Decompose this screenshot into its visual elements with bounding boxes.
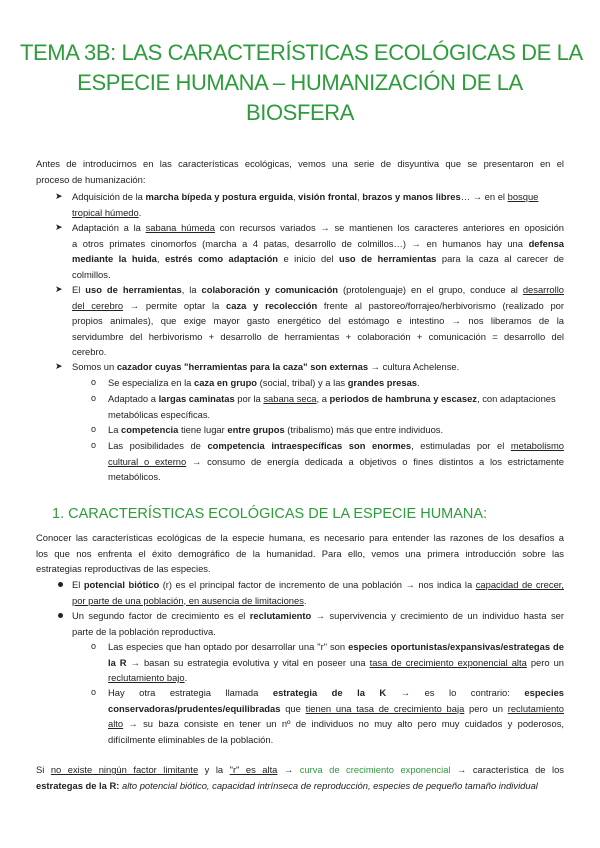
circle-bullet-icon: o: [91, 424, 97, 434]
sub-list-item: Se especializa en la caza en grupo (social, tribal) y a las grandes presas.: [108, 377, 420, 388]
arrow-bullet-icon: ➤: [55, 284, 63, 294]
sub-list-item: Las especies que han optado por desarrollar una "r" son especies oportunistas/expansivas/estrategas de la R → basan su estrategia evolutiva y vital en poseer una tasa de crecimiento exponencial alta pero un reclutamiento bajo.: [108, 641, 565, 683]
page-title: [20, 38, 583, 128]
list-item: El uso de herramientas, la colaboración y comunicación (protolenguaje) en el grupo, conduce al desarrollo del cerebro → permite optar la caza y recolección frente al pastoreo/forrajeo/herbivorismo (realizado por propios animales), que exige mayor gasto energético del estómago e intestino → nos liberamos de la servidumbre del herbivorismo + desarrollo de herramientas + colaboración + comunicación = desarrollo del cerebro.: [72, 284, 565, 357]
circle-bullet-icon: o: [91, 377, 97, 387]
title-line: BIOSFERA: [245, 100, 355, 125]
dot-bullet-icon: [58, 613, 63, 618]
sub-list-item: Las posibilidades de competencia intraespecíficas son enormes, estimuladas por el metabolismo cultural o externo → consumo de energía dedicada a objetivos o fines distintos a los estrictamente metabólicos.: [108, 440, 564, 482]
intro-paragraph: Antes de introducirnos en las características ecológicas, vemos una serie de disyuntiva que se presentaron en el proceso de humanización:: [36, 158, 564, 185]
list-item: El potencial biótico (r) es el principal factor de incremento de una población → nos indica la capacidad de crecer, por parte de una población, en ausencia de limitaciones.: [72, 579, 564, 606]
dot-bullet-icon: [58, 582, 63, 587]
section-heading: 1. CARACTERÍSTICAS ECOLÓGICAS DE LA ESPECIE HUMANA:: [52, 506, 488, 522]
arrow-bullet-icon: ➤: [55, 361, 63, 371]
title-line: TEMA 3B: LAS CARACTERÍSTICAS ECOLÓGICAS DE LA: [20, 40, 583, 65]
circle-bullet-icon: o: [91, 641, 97, 651]
list-item: Adquisición de la marcha bípeda y postura erguida, visión frontal, brazos y manos libres… → en el bosque tropical húmedo.: [72, 191, 539, 218]
circle-bullet-icon: o: [91, 393, 97, 403]
title-line: ESPECIE HUMANA – HUMANIZACIÓN DE LA: [77, 70, 523, 95]
circle-bullet-icon: o: [91, 687, 97, 697]
list-item: Adaptación a la sabana húmeda con recursos variados → se mantienen los caracteres anteriores en oposición a otros primates cinomorfos (marcha a 4 patas, desarrollo de colmillos…) → en humanos hay una defensa mediante la huida, estrés como adaptación e inicio del uso de herramientas para la caza al carecer de colmillos.: [72, 222, 565, 280]
sub-list-item: Hay otra estrategia llamada estrategia de la K → es lo contrario: especies conservadoras/prudentes/equilibradas que tienen una tasa de crecimiento baja pero un reclutamiento alto → su baza consiste en tener un nº de individuos no muy alto pero muy cuidados y poderosos, difícilmente eliminables de la población.: [108, 687, 565, 745]
arrow-bullet-icon: ➤: [55, 191, 63, 201]
sub-list-item: La competencia tiene lugar entre grupos (tribalismo) más que entre individuos.: [108, 424, 444, 435]
arrow-bullet-icon: ➤: [55, 222, 63, 232]
list-item: Un segundo factor de crecimiento es el reclutamiento → supervivencia y crecimiento de un individuo hasta ser parte de la población reproductiva.: [72, 610, 564, 637]
section-intro-paragraph: Conocer las características ecológicas de la especie humana, es necesario para entender las razones de los desafíos a los que nos enfrenta el éxito demográfico de la humanidad. Para ello, vemos una primera introducción sobre las estrategias reproductivas de las especies.: [36, 532, 564, 574]
list-item: Somos un cazador cuyas "herramientas para la caza" son externas → cultura Achelense.: [72, 361, 460, 372]
closing-paragraph: Si no existe ningún factor limitante y la "r" es alta → curva de crecimiento exponencial → característica de los estrategas de la R: alto potencial biótico, capacidad intrínseca de reproducción, especies de pequeño tamaño individual: [36, 764, 564, 791]
circle-bullet-icon: o: [91, 440, 97, 450]
sub-list-item: Adaptado a largas caminatas por la sabana seca, a periodos de hambruna y escasez, con adaptaciones metabólicas específicas.: [108, 393, 556, 420]
